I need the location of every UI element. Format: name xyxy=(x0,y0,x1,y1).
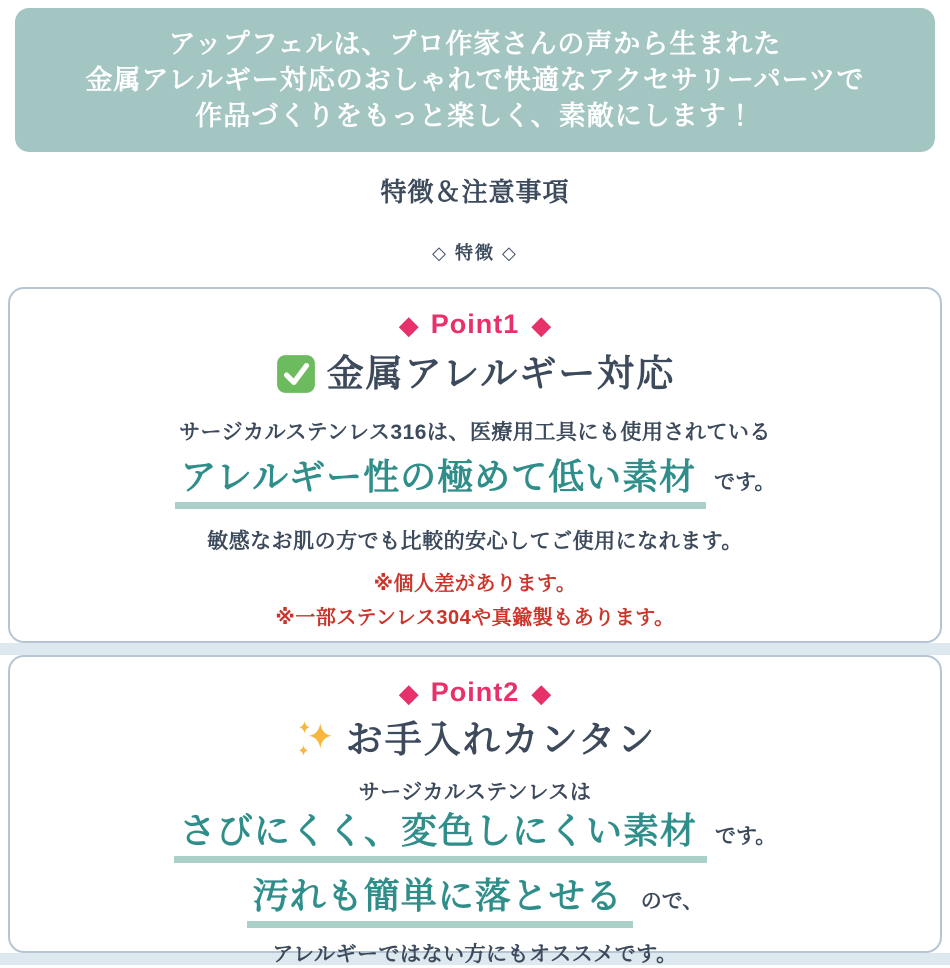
banner-line-1: アップフェルは、プロ作家さんの声から生まれた xyxy=(168,28,782,59)
intro-banner xyxy=(15,8,935,152)
point1-label: Point1 xyxy=(430,309,520,339)
point1-warning-1: ※個人差があります。 xyxy=(373,573,577,596)
point1-note: 敏感なお肌の方でも比較的安心してご使用になれます。 xyxy=(207,530,743,554)
point2-highlight-row-1 xyxy=(10,808,940,863)
divider-band xyxy=(0,643,950,655)
point1-highlight-suffix: です。 xyxy=(714,471,776,495)
point1-card xyxy=(8,287,942,643)
point2-highlight-2: 汚れも簡単に落とせる xyxy=(247,873,633,928)
point1-warning-2: ※一部ステンレス304や真鍮製もあります。 xyxy=(275,607,675,630)
diamond-icon: ◆ xyxy=(531,309,552,340)
diamond-icon: ◆ xyxy=(398,309,419,340)
point2-highlight-1: さびにくく、変色しにくい素材 xyxy=(174,808,707,863)
point2-note: アレルギーではない方にもオススメです。 xyxy=(272,943,678,967)
point2-badge xyxy=(10,657,940,706)
point2-label: Point2 xyxy=(430,677,520,707)
point1-highlight-row xyxy=(10,454,940,509)
point1-intro: サージカルステンレス316は、医療用工具にも使用されている xyxy=(179,421,771,445)
diamond-icon: ◆ xyxy=(398,677,419,708)
point2-title: お手入れカンタン xyxy=(345,719,657,760)
page-title: 特徴＆注意事項 xyxy=(380,177,570,207)
features-area xyxy=(0,287,950,965)
point1-highlight: アレルギー性の極めて低い素材 xyxy=(175,454,707,509)
banner-line-2: 金属アレルギー対応のおしゃれで快適なアクセサリーパーツで xyxy=(85,64,865,95)
point2-card xyxy=(8,655,942,967)
point2-title-row xyxy=(10,718,940,762)
point2-highlight-2-suffix: ので、 xyxy=(640,890,704,914)
diamond-icon: ◆ xyxy=(531,677,552,708)
section-subtitle: ◇ 特徴 ◇ xyxy=(432,243,518,263)
point2-highlight-row-2 xyxy=(10,873,940,928)
point2-intro: サージカルステンレスは xyxy=(358,781,592,805)
point1-badge xyxy=(10,289,940,338)
sparkles-icon xyxy=(294,719,336,761)
banner-line-3: 作品づくりをもっと楽しく、素敵にします！ xyxy=(195,100,755,131)
check-icon xyxy=(275,353,317,395)
point2-highlight-1-suffix: です。 xyxy=(714,825,777,849)
point1-title-row xyxy=(10,352,940,396)
point1-title: 金属アレルギー対応 xyxy=(326,353,676,394)
